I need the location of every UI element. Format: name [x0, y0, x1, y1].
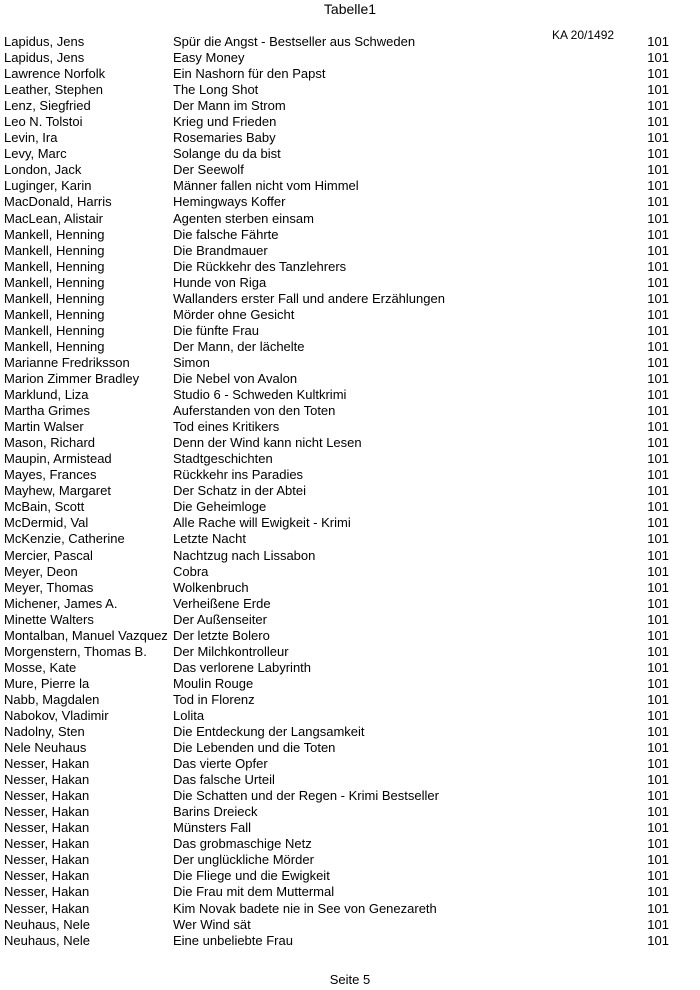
title-cell: Moulin Rouge — [173, 675, 254, 691]
title-cell: Münsters Fall — [173, 820, 252, 836]
number-cell: 101 — [647, 387, 669, 403]
title-cell: Krieg und Frieden — [173, 114, 277, 130]
author-cell: McBain, Scott — [4, 499, 85, 515]
number-cell: 101 — [647, 50, 669, 66]
number-cell: 101 — [647, 306, 669, 322]
table-row — [0, 772, 700, 788]
table-row — [0, 820, 700, 836]
author-cell: Meyer, Deon — [4, 563, 78, 579]
table-row — [0, 194, 700, 210]
title-cell: Die Rückkehr des Tanzlehrers — [173, 258, 347, 274]
number-cell: 101 — [647, 435, 669, 451]
table-row — [0, 901, 700, 917]
number-cell: 101 — [647, 595, 669, 611]
author-cell: Mosse, Kate — [4, 659, 77, 675]
author-cell: Luginger, Karin — [4, 178, 92, 194]
author-cell: McKenzie, Catherine — [4, 531, 125, 547]
title-cell: Rückkehr ins Paradies — [173, 467, 304, 483]
number-cell: 101 — [647, 130, 669, 146]
author-cell: MacLean, Alistair — [4, 210, 103, 226]
title-cell: Letzte Nacht — [173, 531, 246, 547]
title-cell: Die Fliege und die Ewigkeit — [173, 868, 330, 884]
number-cell: 101 — [647, 499, 669, 515]
title-cell: Die Frau mit dem Muttermal — [173, 884, 335, 900]
table-row — [0, 644, 700, 660]
table-row — [0, 114, 700, 130]
number-cell: 101 — [647, 707, 669, 723]
table-row — [0, 596, 700, 612]
number-cell: 101 — [647, 178, 669, 194]
number-cell: 101 — [647, 370, 669, 386]
author-cell: Levin, Ira — [4, 130, 58, 146]
title-cell: Wolkenbruch — [173, 579, 249, 595]
title-cell: Das falsche Urteil — [173, 772, 275, 788]
number-cell: 101 — [647, 675, 669, 691]
number-cell: 101 — [647, 274, 669, 290]
number-cell: 101 — [647, 740, 669, 756]
author-cell: Minette Walters — [4, 611, 94, 627]
author-cell: Mankell, Henning — [4, 306, 105, 322]
title-cell: Easy Money — [173, 50, 245, 66]
table-row — [0, 82, 700, 98]
author-cell: Nesser, Hakan — [4, 852, 90, 868]
title-cell: Der Milchkontrolleur — [173, 643, 289, 659]
number-cell: 101 — [647, 531, 669, 547]
title-cell: Wer Wind sät — [173, 916, 251, 932]
table-row — [0, 917, 700, 933]
table-row — [0, 531, 700, 547]
number-cell: 101 — [647, 611, 669, 627]
title-cell: Hemingways Koffer — [173, 194, 286, 210]
title-cell: Rosemaries Baby — [173, 130, 276, 146]
title-cell: Lolita — [173, 707, 205, 723]
author-cell: Nesser, Hakan — [4, 788, 90, 804]
table-row — [0, 467, 700, 483]
author-cell: Neuhaus, Nele — [4, 916, 90, 932]
number-cell: 101 — [647, 643, 669, 659]
author-cell: Leather, Stephen — [4, 82, 104, 98]
title-cell: Denn der Wind kann nicht Lesen — [173, 435, 362, 451]
title-cell: The Long Shot — [173, 82, 259, 98]
title-cell: Studio 6 - Schweden Kultkrimi — [173, 387, 347, 403]
table-row — [0, 243, 700, 259]
table-row — [0, 66, 700, 82]
title-cell: Der Mann, der lächelte — [173, 338, 305, 354]
author-cell: Lapidus, Jens — [4, 50, 85, 66]
number-cell: 101 — [647, 290, 669, 306]
author-cell: Lapidus, Jens — [4, 34, 85, 49]
title-cell: Barins Dreieck — [173, 804, 258, 820]
table-row — [0, 146, 700, 162]
book-table — [0, 34, 700, 949]
table-row — [0, 788, 700, 804]
author-cell: Nesser, Hakan — [4, 756, 90, 772]
number-cell: 101 — [647, 724, 669, 740]
number-cell: 101 — [647, 338, 669, 354]
title-cell: Männer fallen nicht vom Himmel — [173, 178, 359, 194]
author-cell: Mure, Pierre la — [4, 675, 90, 691]
author-cell: Mankell, Henning — [4, 274, 105, 290]
title-cell: Stadtgeschichten — [173, 451, 273, 467]
table-row — [0, 259, 700, 275]
title-cell: Der letzte Bolero — [173, 627, 270, 643]
author-cell: Mankell, Henning — [4, 258, 105, 274]
author-cell: Meyer, Thomas — [4, 579, 94, 595]
table-row — [0, 451, 700, 467]
number-cell: 101 — [647, 691, 669, 707]
title-cell: Das vierte Opfer — [173, 756, 268, 772]
number-cell: 101 — [647, 226, 669, 242]
title-cell: Tod in Florenz — [173, 691, 255, 707]
table-row — [0, 852, 700, 868]
number-cell: 101 — [647, 451, 669, 467]
title-cell: Tod eines Kritikers — [173, 419, 280, 435]
number-cell: 101 — [647, 884, 669, 900]
title-cell: Wallanders erster Fall und andere Erzählungen — [173, 290, 445, 306]
author-cell: Nele Neuhaus — [4, 740, 87, 756]
author-cell: Levy, Marc — [4, 146, 67, 162]
author-cell: Nesser, Hakan — [4, 868, 90, 884]
table-row — [0, 515, 700, 531]
author-cell: Nadolny, Sten — [4, 724, 85, 740]
title-cell: Der Seewolf — [173, 162, 244, 178]
number-cell: 101 — [647, 916, 669, 932]
reference-number: KA 20/1492 — [552, 28, 615, 42]
table-row — [0, 275, 700, 291]
number-cell: 101 — [647, 547, 669, 563]
title-cell: Spür die Angst - Bestseller aus Schweden — [173, 34, 416, 49]
table-row — [0, 692, 700, 708]
author-cell: Nesser, Hakan — [4, 820, 90, 836]
author-cell: Nesser, Hakan — [4, 900, 90, 916]
table-row — [0, 884, 700, 900]
author-cell: Mankell, Henning — [4, 242, 105, 258]
number-cell: 101 — [647, 563, 669, 579]
table-row — [0, 628, 700, 644]
number-cell: 101 — [647, 467, 669, 483]
title-cell: Eine unbeliebte Frau — [173, 932, 293, 948]
title-cell: Solange du da bist — [173, 146, 281, 162]
title-cell: Der Außenseiter — [173, 611, 267, 627]
author-cell: MacDonald, Harris — [4, 194, 112, 210]
number-cell: 101 — [647, 114, 669, 130]
author-cell: Marianne Fredriksson — [4, 354, 130, 370]
number-cell: 101 — [647, 194, 669, 210]
title-cell: Der Mann im Strom — [173, 98, 286, 114]
title-cell: Kim Novak badete nie in See von Genezareth — [173, 900, 437, 916]
title-cell: Die Nebel von Avalon — [173, 370, 298, 386]
table-row — [0, 612, 700, 628]
author-cell: Nesser, Hakan — [4, 772, 90, 788]
title-cell: Der Schatz in der Abtei — [173, 483, 306, 499]
author-cell: Mayes, Frances — [4, 467, 97, 483]
number-cell: 101 — [647, 852, 669, 868]
number-cell: 101 — [647, 579, 669, 595]
number-cell: 101 — [647, 772, 669, 788]
number-cell: 101 — [647, 659, 669, 675]
author-cell: Nabb, Magdalen — [4, 691, 100, 707]
author-cell: Leo N. Tolstoi — [4, 114, 83, 130]
author-cell: Mankell, Henning — [4, 226, 105, 242]
author-cell: Nabokov, Vladimir — [4, 707, 109, 723]
table-row — [0, 660, 700, 676]
number-cell: 101 — [647, 242, 669, 258]
sheet-title: Tabelle1 — [323, 1, 377, 17]
author-cell: Mankell, Henning — [4, 338, 105, 354]
title-cell: Der unglückliche Mörder — [173, 852, 314, 868]
author-cell: Martin Walser — [4, 419, 84, 435]
table-row — [0, 804, 700, 820]
number-cell: 101 — [647, 210, 669, 226]
number-cell: 101 — [647, 162, 669, 178]
table-row — [0, 580, 700, 596]
table-row — [0, 387, 700, 403]
author-cell: Mason, Richard — [4, 435, 96, 451]
author-cell: Nesser, Hakan — [4, 804, 90, 820]
number-cell: 101 — [647, 932, 669, 948]
author-cell: Lenz, Siegfried — [4, 98, 91, 114]
author-cell: McDermid, Val — [4, 515, 89, 531]
table-row — [0, 564, 700, 580]
table-row — [0, 499, 700, 515]
number-cell: 101 — [647, 836, 669, 852]
title-cell: Alle Rache will Ewigkeit - Krimi — [173, 515, 351, 531]
number-cell: 101 — [647, 788, 669, 804]
table-row — [0, 868, 700, 884]
table-row — [0, 34, 700, 50]
title-cell: Das grobmaschige Netz — [173, 836, 312, 852]
table-row — [0, 435, 700, 451]
number-cell: 101 — [647, 34, 669, 49]
author-cell: Lawrence Norfolk — [4, 66, 106, 82]
page-footer: Seite 5 — [329, 972, 371, 987]
table-row — [0, 227, 700, 243]
number-cell: 101 — [647, 868, 669, 884]
number-cell: 101 — [647, 66, 669, 82]
number-cell: 101 — [647, 354, 669, 370]
author-cell: Mankell, Henning — [4, 322, 105, 338]
title-cell: Verheißene Erde — [173, 595, 271, 611]
title-cell: Die Brandmauer — [173, 242, 268, 258]
table-row — [0, 50, 700, 66]
table-row — [0, 483, 700, 499]
title-cell: Die falsche Fährte — [173, 226, 279, 242]
author-cell: Nesser, Hakan — [4, 884, 90, 900]
number-cell: 101 — [647, 820, 669, 836]
title-cell: Nachtzug nach Lissabon — [173, 547, 316, 563]
table-row — [0, 307, 700, 323]
table-row — [0, 211, 700, 227]
author-cell: Nesser, Hakan — [4, 836, 90, 852]
author-cell: Mercier, Pascal — [4, 547, 93, 563]
title-cell: Agenten sterben einsam — [173, 210, 314, 226]
author-cell: Marion Zimmer Bradley — [4, 370, 140, 386]
table-row — [0, 130, 700, 146]
title-cell: Ein Nashorn für den Papst — [173, 66, 326, 82]
title-cell: Mörder ohne Gesicht — [173, 306, 295, 322]
title-cell: Die Lebenden und die Toten — [173, 740, 336, 756]
table-row — [0, 371, 700, 387]
number-cell: 101 — [647, 804, 669, 820]
table-row — [0, 740, 700, 756]
table-row — [0, 836, 700, 852]
title-cell: Die Schatten und der Regen - Krimi Bestseller — [173, 788, 439, 804]
title-cell: Die fünfte Frau — [173, 322, 259, 338]
table-row — [0, 708, 700, 724]
number-cell: 101 — [647, 419, 669, 435]
table-row — [0, 162, 700, 178]
number-cell: 101 — [647, 146, 669, 162]
table-row — [0, 291, 700, 307]
author-cell: Montalban, Manuel Vazquez — [4, 627, 168, 643]
title-cell: Cobra — [173, 563, 209, 579]
number-cell: 101 — [647, 756, 669, 772]
number-cell: 101 — [647, 322, 669, 338]
author-cell: London, Jack — [4, 162, 82, 178]
number-cell: 101 — [647, 258, 669, 274]
title-cell: Simon — [173, 354, 210, 370]
table-row — [0, 756, 700, 772]
author-cell: Martha Grimes — [4, 403, 90, 419]
number-cell: 101 — [647, 483, 669, 499]
number-cell: 101 — [647, 403, 669, 419]
number-cell: 101 — [647, 98, 669, 114]
table-row — [0, 403, 700, 419]
author-cell: Marklund, Liza — [4, 387, 89, 403]
table-row — [0, 339, 700, 355]
title-cell: Die Geheimloge — [173, 499, 267, 515]
table-row — [0, 724, 700, 740]
table-row — [0, 419, 700, 435]
table-row — [0, 323, 700, 339]
author-cell: Maupin, Armistead — [4, 451, 112, 467]
table-row — [0, 355, 700, 371]
table-row — [0, 676, 700, 692]
table-row — [0, 548, 700, 564]
table-row — [0, 178, 700, 194]
table-row — [0, 98, 700, 114]
number-cell: 101 — [647, 900, 669, 916]
title-cell: Das verlorene Labyrinth — [173, 659, 312, 675]
title-cell: Auferstanden von den Toten — [173, 403, 336, 419]
author-cell: Mankell, Henning — [4, 290, 105, 306]
title-cell: Hunde von Riga — [173, 274, 267, 290]
author-cell: Morgenstern, Thomas B. — [4, 643, 147, 659]
number-cell: 101 — [647, 627, 669, 643]
title-cell: Die Entdeckung der Langsamkeit — [173, 724, 365, 740]
author-cell: Neuhaus, Nele — [4, 932, 90, 948]
author-cell: Mayhew, Margaret — [4, 483, 111, 499]
table-row — [0, 933, 700, 949]
number-cell: 101 — [647, 515, 669, 531]
author-cell: Michener, James A. — [4, 595, 118, 611]
number-cell: 101 — [647, 82, 669, 98]
